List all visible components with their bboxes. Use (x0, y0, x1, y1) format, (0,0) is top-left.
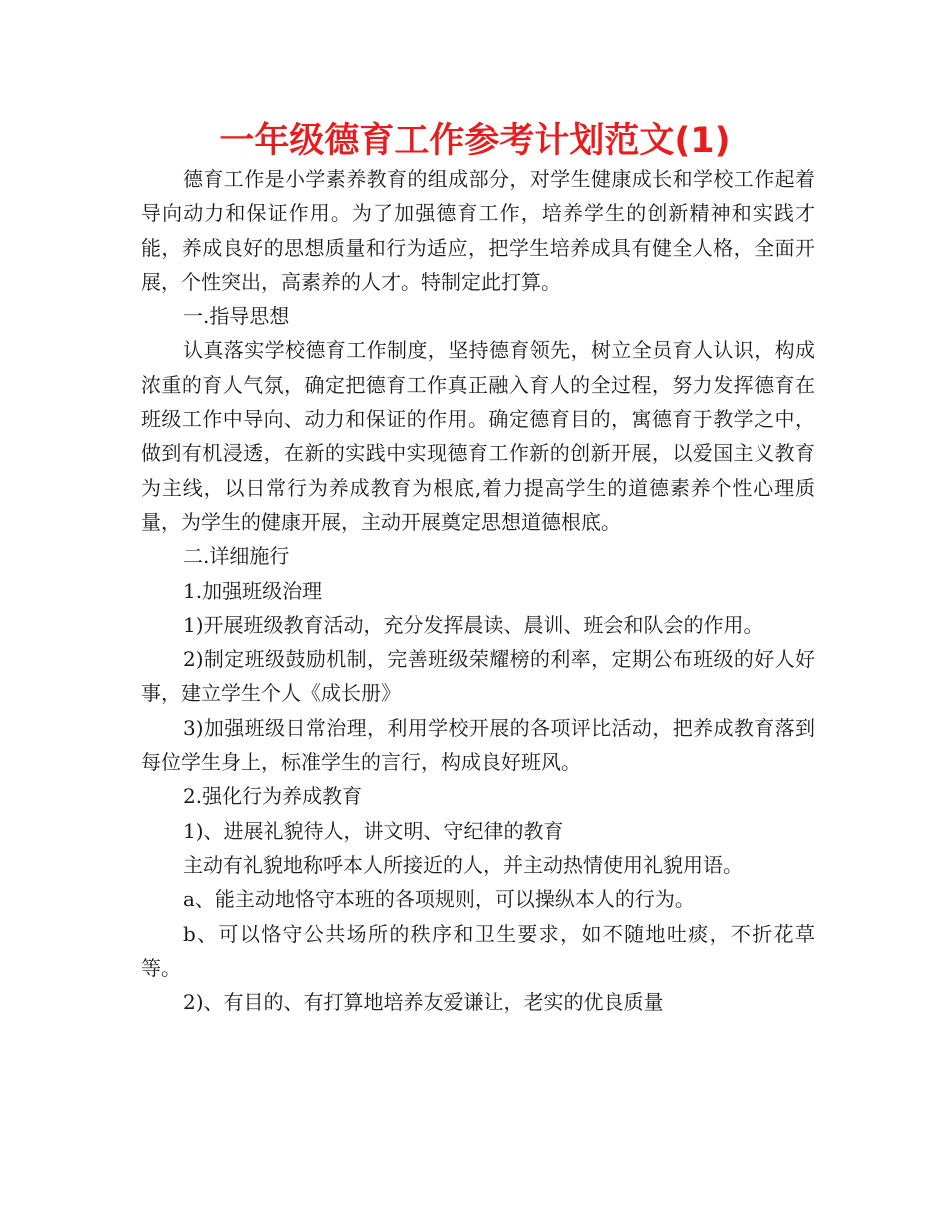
subheading-behavior-education: 2.强化行为养成教育 (183, 784, 363, 809)
list-item-incentive-mechanism: 2)制定班级鼓励机制，完善班级荣耀榜的利率，定期公布班级的好人好事，建立学生个人《成长册》 (141, 647, 815, 706)
section-heading-guiding-thought: 一.指导思想 (183, 304, 290, 329)
list-item-a: a、能主动地恪守本班的各项规则，可以操纵本人的行为。 (183, 887, 695, 912)
list-item-b: b、可以恪守公共场所的秩序和卫生要求，如不随地吐痰，不折花草等。 (141, 921, 815, 980)
document-title: 一年级德育工作参考计划范文(1) (219, 121, 731, 161)
list-item-friendship: 2)、有目的、有打算地培养友爱谦让，老实的优良质量 (183, 990, 664, 1015)
paragraph-intro: 德育工作是小学素养教育的组成部分，对学生健康成长和学校工作起着导向动力和保证作用。为了加强德育工作，培养学生的创新精神和实践才能，养成良好的思想质量和行为适应，把学生培养成具有健全人格，全面开展，个性突出，高素养的人才。特制定此打算。 (141, 167, 815, 294)
list-item-daily-management: 3)加强班级日常治理，利用学校开展的各项评比活动，把养成教育落到每位学生身上，标准学生的言行，构成良好班风。 (141, 715, 815, 775)
subheading-class-management: 1.加强班级治理 (183, 578, 323, 603)
section-heading-implementation: 二.详细施行 (183, 544, 290, 569)
paragraph-greeting: 主动有礼貌地称呼本人所接近的人，并主动热情使用礼貌用语。 (183, 852, 743, 877)
paragraph-guiding-thought: 认真落实学校德育工作制度，坚持德育领先，树立全员育人认识，构成浓重的育人气氛，确定把德育工作真正融入育人的全过程，努力发挥德育在班级工作中导向、动力和保证的作用。确定德育目的，寓德育于教学之中，做到有机浸透，在新的实践中实现德育工作新的创新开展，以爱国主义教育为主线，以日常行为养成教育为根底,着力提高学生的道德素养个性心理质量，为学生的健康开展，主动开展奠定思想道德根底。 (141, 338, 815, 534)
list-item-politeness: 1)、进展礼貌待人，讲文明、守纪律的教育 (183, 818, 564, 843)
list-item-class-activities: 1)开展班级教育活动，充分发挥晨读、晨训、班会和队会的作用。 (183, 612, 764, 637)
document-body (141, 162, 815, 1019)
